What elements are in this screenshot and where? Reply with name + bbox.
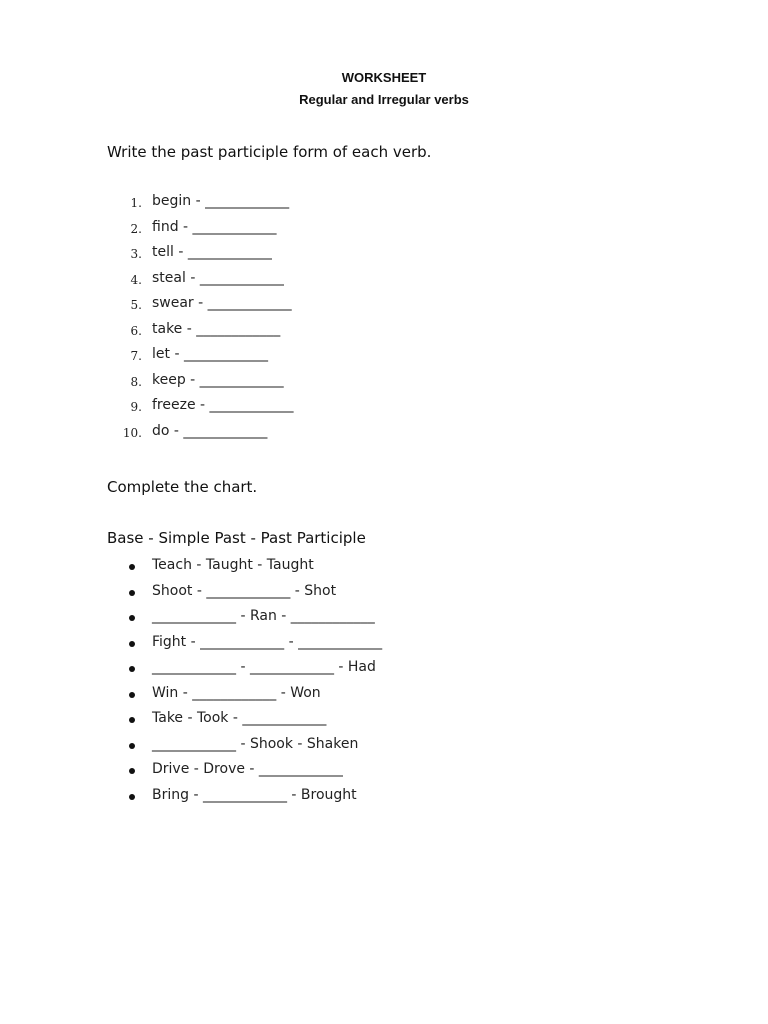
item-number: 2. (130, 221, 142, 236)
document-title: WORKSHEET (341, 70, 427, 85)
item-text: ____________ - Ran - ____________ (152, 608, 375, 624)
item-number: 5. (130, 298, 142, 312)
bullet-icon (129, 794, 135, 800)
item-text: freeze - ____________ (152, 397, 294, 413)
item-text: find - ____________ (152, 218, 277, 235)
item-number: 10. (122, 425, 142, 440)
item-text: tell - ____________ (152, 244, 272, 260)
bullet-icon (129, 743, 135, 749)
item-text: Shoot - ____________ - Shot (152, 582, 337, 599)
item-text: take - ____________ (152, 320, 281, 337)
bullet-icon (129, 564, 135, 570)
item-text: begin - ____________ (152, 193, 290, 209)
item-number: 9. (130, 400, 142, 414)
section2-instruction: Complete the chart. (107, 478, 258, 496)
bullet-icon (129, 615, 135, 621)
item-text: Drive - Drove - ____________ (152, 761, 343, 777)
bullet-icon (129, 768, 135, 774)
bullet-icon (129, 590, 135, 596)
bullet-icon (129, 641, 135, 647)
item-text: Bring - ____________ - Brought (152, 786, 357, 803)
item-number: 6. (130, 323, 142, 338)
item-text: Win - ____________ - Won (152, 684, 321, 701)
item-text: Take - Took - ____________ (152, 710, 327, 726)
item-text: steal - ____________ (152, 269, 284, 286)
bullet-icon (129, 666, 135, 672)
item-text: ____________ - ____________ - Had (152, 659, 376, 675)
item-number: 8. (130, 374, 142, 389)
document-subtitle: Regular and Irregular verbs (299, 92, 469, 107)
item-text: Fight - ____________ - ____________ (152, 633, 383, 650)
bullet-icon (129, 692, 135, 698)
chart-heading: Base - Simple Past - Past Participle (107, 529, 366, 547)
bullet-icon (129, 717, 135, 723)
item-text: keep - ____________ (152, 371, 284, 388)
item-text: ____________ - Shook - Shaken (152, 735, 359, 752)
item-text: do - ____________ (152, 422, 268, 439)
item-text: Teach - Taught - Taught (152, 557, 314, 573)
item-number: 4. (130, 272, 142, 287)
item-text: let - ____________ (152, 346, 268, 362)
item-number: 3. (130, 247, 142, 261)
item-number: 1. (130, 196, 142, 210)
section1-instruction: Write the past participle form of each verb. (107, 143, 432, 161)
item-text: swear - ____________ (152, 295, 292, 311)
item-number: 7. (130, 349, 142, 363)
